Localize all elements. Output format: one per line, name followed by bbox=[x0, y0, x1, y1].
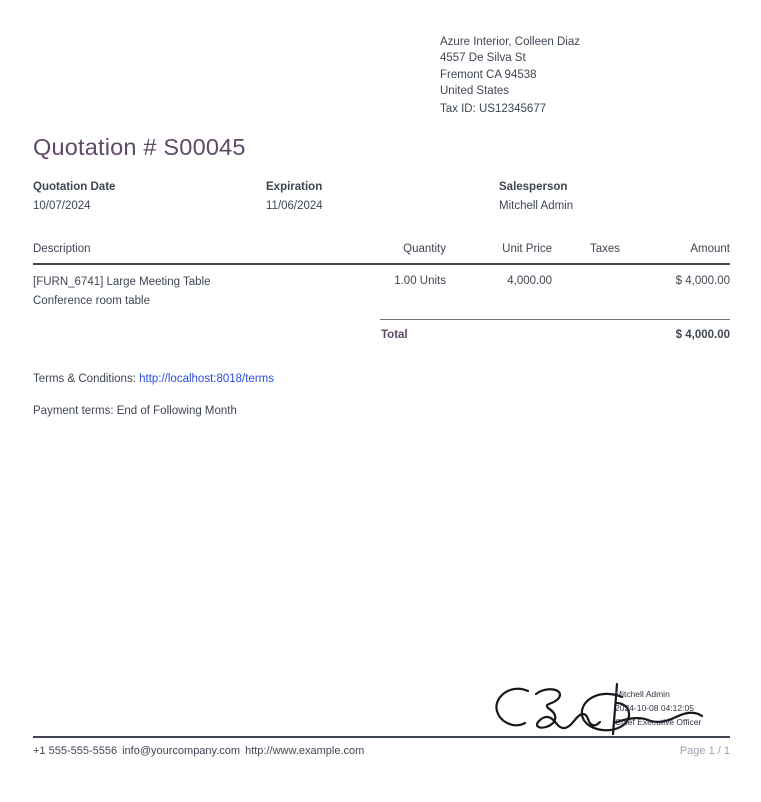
header-unit-price: Unit Price bbox=[502, 243, 552, 255]
product-note: Conference room table bbox=[33, 295, 150, 307]
quotation-date-label: Quotation Date bbox=[33, 181, 116, 193]
line-items-table bbox=[33, 243, 730, 341]
company-country: United States bbox=[440, 84, 510, 97]
header-taxes: Taxes bbox=[589, 243, 620, 255]
signer-role: Chief Executive Officer bbox=[615, 717, 702, 727]
terms-link[interactable]: http://localhost:8018/terms bbox=[139, 373, 274, 385]
salesperson-block bbox=[499, 180, 573, 213]
payment-terms: Payment terms: End of Following Month bbox=[33, 405, 237, 417]
footer-contact bbox=[33, 745, 364, 757]
company-name: Azure Interior, Colleen Diaz bbox=[440, 36, 580, 48]
quotation-date-block bbox=[33, 180, 115, 213]
company-street: 4557 De Silva St bbox=[440, 52, 526, 65]
expiration-label: Expiration bbox=[266, 181, 323, 193]
expiration-block bbox=[266, 180, 323, 213]
quotation-date-value: 10/07/2024 bbox=[33, 200, 91, 212]
cell-amount: $ 4,000.00 bbox=[675, 275, 730, 287]
company-tax-id: Tax ID: US12345677 bbox=[440, 103, 547, 116]
footer-website: http://www.example.com bbox=[245, 745, 365, 757]
total-amount: $ 4,000.00 bbox=[675, 329, 730, 341]
page-number: Page 1 / 1 bbox=[679, 745, 730, 757]
table-row bbox=[33, 265, 730, 308]
company-address-block bbox=[440, 34, 580, 117]
terms-prefix: Terms & Conditions: bbox=[33, 373, 136, 385]
product-description: [FURN_6741] Large Meeting Table bbox=[33, 276, 211, 288]
footer-email: info@yourcompany.com bbox=[122, 745, 241, 757]
table-header-row bbox=[33, 243, 730, 265]
total-label: Total bbox=[381, 329, 408, 341]
salesperson-value: Mitchell Admin bbox=[499, 200, 574, 212]
cell-unit-price: 4,000.00 bbox=[507, 275, 552, 287]
signature-block bbox=[615, 687, 701, 729]
expiration-value: 11/06/2024 bbox=[266, 200, 323, 212]
company-city: Fremont CA 94538 bbox=[440, 68, 537, 81]
cell-description bbox=[33, 275, 380, 308]
signature-datetime: 2024-10-08 04:12:05 bbox=[615, 703, 694, 713]
header-quantity: Quantity bbox=[403, 243, 446, 255]
footer-phone: +1 555-555-5556 bbox=[33, 745, 118, 757]
header-amount: Amount bbox=[690, 243, 730, 255]
page-footer bbox=[33, 736, 730, 757]
header-description: Description bbox=[33, 243, 91, 255]
salesperson-label: Salesperson bbox=[499, 181, 568, 193]
page-title: Quotation # S00045 bbox=[33, 134, 246, 160]
cell-taxes bbox=[552, 275, 624, 308]
terms-and-conditions bbox=[33, 373, 274, 385]
total-row bbox=[33, 320, 730, 341]
signer-name: Mitchell Admin bbox=[615, 689, 670, 699]
cell-quantity: 1.00 Units bbox=[394, 275, 446, 287]
